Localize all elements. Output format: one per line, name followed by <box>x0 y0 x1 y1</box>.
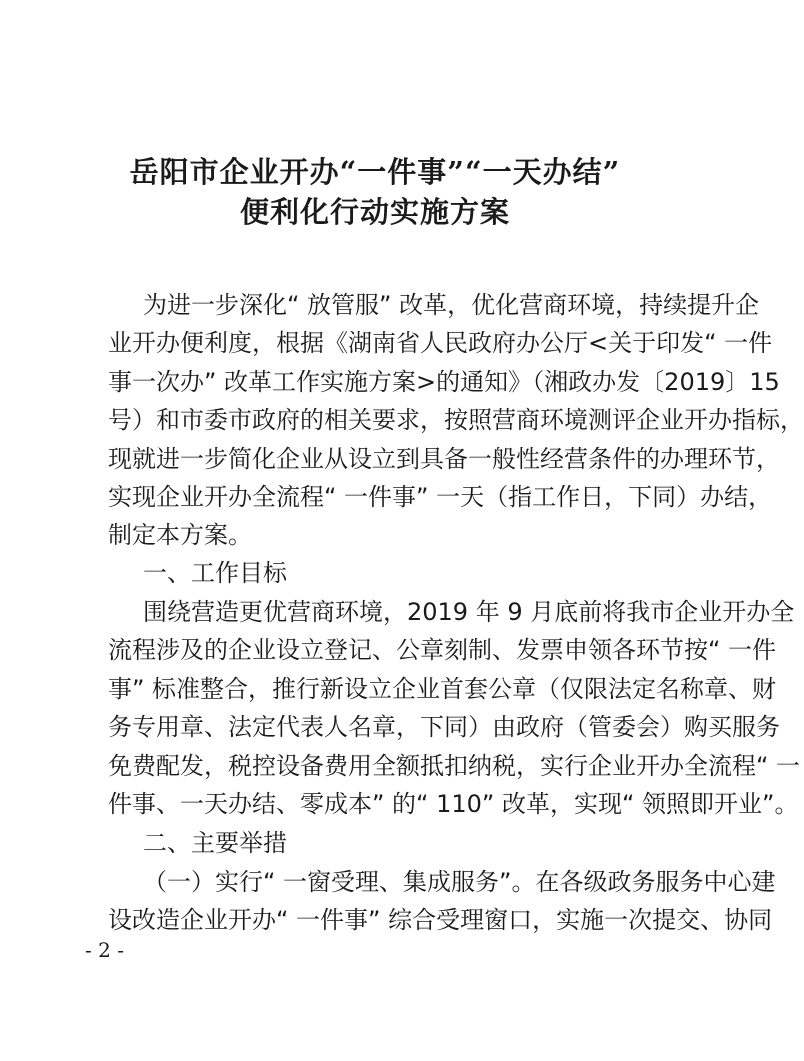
paragraph-line: 制定本方案。 <box>108 521 252 549</box>
paragraph-line: 流程涉及的企业设立登记、公章刻制、发票申领各环节按“ 一件 <box>108 636 777 664</box>
paragraph-line: 事” 标准整合，推行新设立企业首套公章（仅限法定名称章、财 <box>108 675 777 703</box>
paragraph-line: 现就进一步简化企业从设立到具备一般性经营条件的办理环节， <box>108 445 780 473</box>
paragraph-line: 免费配发，税控设备费用全额抵扣纳税，实行企业开办全流程“ 一 <box>108 752 801 780</box>
page-number: - 2 - <box>85 938 124 962</box>
paragraph-line: 事一次办” 改革工作实施方案>的通知》（湘政办发〔2019〕15 <box>108 368 780 396</box>
paragraph-line: 设改造企业开办“ 一件事” 综合受理窗口，实施一次提交、协同 <box>108 906 773 934</box>
document-title-line-2: 便利化行动实施方案 <box>239 195 510 229</box>
document-title-line-1: 岳阳市企业开办“一件事”“一天办结” <box>129 155 621 189</box>
paragraph-line: 件事、一天办结、零成本” 的“ 110” 改革，实现“ 领照即开业”。 <box>108 790 799 818</box>
paragraph-line: 业开办便利度，根据《湖南省人民政府办公厅<关于印发“ 一件 <box>108 329 773 357</box>
paragraph-line: 围绕营造更优营商环境，2019 年 9 月底前将我市企业开办全 <box>143 598 795 626</box>
section-heading-1: 一、工作目标 <box>143 559 287 587</box>
paragraph-line: 号）和市委市政府的相关要求，按照营商环境测评企业开办指标， <box>108 406 804 434</box>
paragraph-line: 为进一步深化“ 放管服” 改革，优化营商环境，持续提升企 <box>143 291 760 319</box>
paragraph-line: （一）实行“ 一窗受理、集成服务”。在各级政务服务中心建 <box>143 868 776 896</box>
paragraph-line: 务专用章、法定代表人名章，下同）由政府（管委会）购买服务 <box>108 713 780 741</box>
section-heading-2: 二、主要举措 <box>143 829 287 857</box>
paragraph-line: 实现企业开办全流程“ 一件事” 一天（指工作日，下同）办结， <box>108 483 773 511</box>
